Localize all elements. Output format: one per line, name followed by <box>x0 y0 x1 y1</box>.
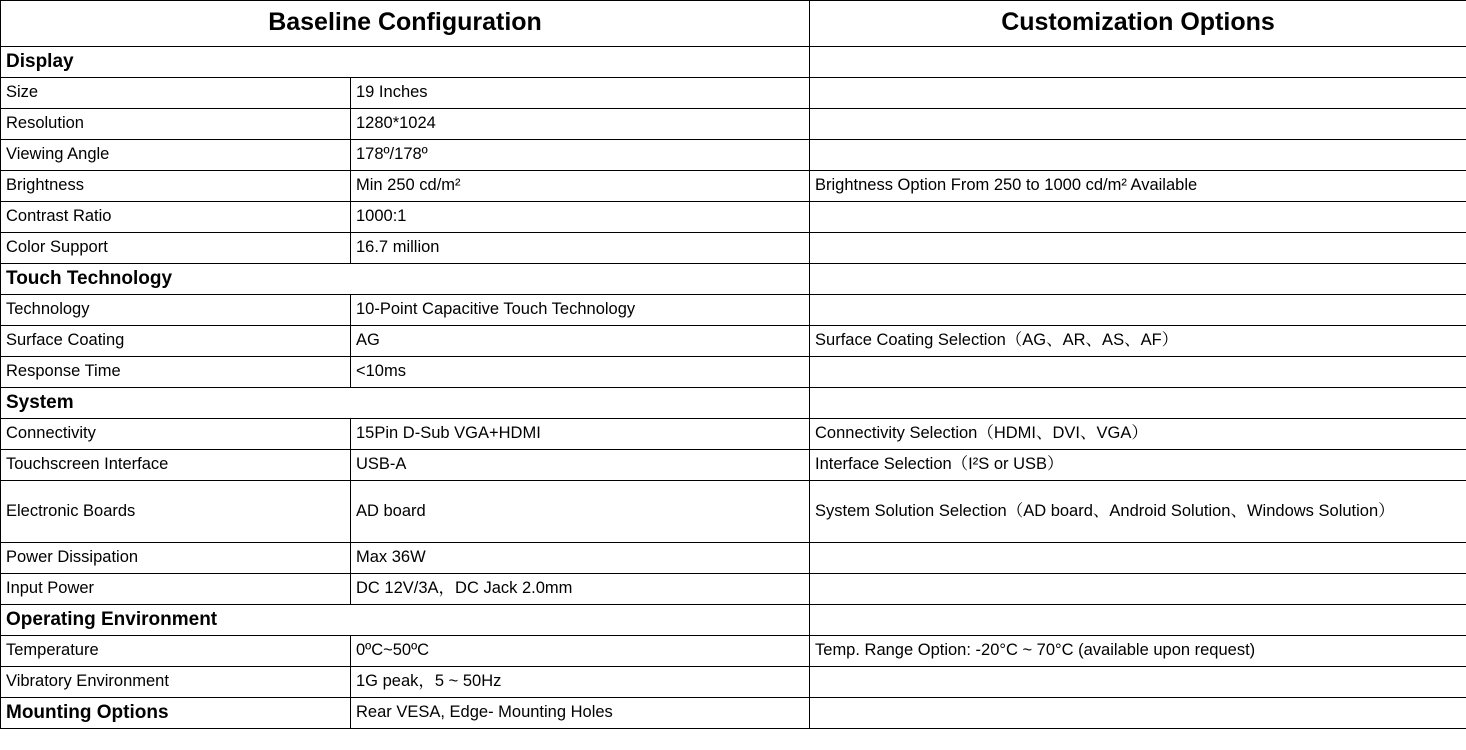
spec-value-mounting-options: Rear VESA, Edge- Mounting Holes <box>351 698 810 729</box>
spec-option-electronic-boards: System Solution Selection（AD board、Android Solution、Windows Solution） <box>810 481 1466 543</box>
table-row <box>1 543 1466 574</box>
section-title-system: System <box>1 388 810 419</box>
table-row <box>1 326 1466 357</box>
spec-option-mounting-options <box>810 698 1466 729</box>
table-row <box>1 450 1466 481</box>
spec-option-viewing-angle <box>810 140 1466 171</box>
spec-label-brightness: Brightness <box>1 171 351 202</box>
spec-value-touchscreen-interface: USB-A <box>351 450 810 481</box>
spec-label-technology: Technology <box>1 295 351 326</box>
table-row <box>1 481 1466 543</box>
spec-option-response-time <box>810 357 1466 388</box>
section-options-blank <box>810 47 1466 78</box>
spec-value-size: 19 Inches <box>351 78 810 109</box>
spec-label-temperature: Temperature <box>1 636 351 667</box>
spec-value-technology: 10-Point Capacitive Touch Technology <box>351 295 810 326</box>
spec-value-input-power: DC 12V/3A，DC Jack 2.0mm <box>351 574 810 605</box>
spec-option-temperature: Temp. Range Option: -20°C ~ 70°C (available upon request) <box>810 636 1466 667</box>
spec-option-input-power <box>810 574 1466 605</box>
spec-value-color-support: 16.7 million <box>351 233 810 264</box>
specification-table-body <box>1 47 1466 729</box>
spec-option-contrast-ratio <box>810 202 1466 233</box>
spec-option-surface-coating: Surface Coating Selection（AG、AR、AS、AF） <box>810 326 1466 357</box>
table-row <box>1 233 1466 264</box>
table-row <box>1 140 1466 171</box>
section-options-blank <box>810 388 1466 419</box>
spec-label-contrast-ratio: Contrast Ratio <box>1 202 351 233</box>
table-row <box>1 78 1466 109</box>
spec-value-temperature: 0ºC~50ºC <box>351 636 810 667</box>
spec-label-mounting-options: Mounting Options <box>1 698 351 729</box>
spec-value-viewing-angle: 178º/178º <box>351 140 810 171</box>
section-options-blank <box>810 264 1466 295</box>
spec-option-vibratory-environment <box>810 667 1466 698</box>
section-options-blank <box>810 605 1466 636</box>
spec-label-touchscreen-interface: Touchscreen Interface <box>1 450 351 481</box>
spec-option-size <box>810 78 1466 109</box>
spec-option-connectivity: Connectivity Selection（HDMI、DVI、VGA） <box>810 419 1466 450</box>
spec-label-surface-coating: Surface Coating <box>1 326 351 357</box>
section-title-display: Display <box>1 47 810 78</box>
spec-option-brightness: Brightness Option From 250 to 1000 cd/m² Available <box>810 171 1466 202</box>
spec-option-resolution <box>810 109 1466 140</box>
spec-label-viewing-angle: Viewing Angle <box>1 140 351 171</box>
table-row-mounting-options <box>1 698 1466 729</box>
spec-option-technology <box>810 295 1466 326</box>
section-row-touch-technology <box>1 264 1466 295</box>
spec-value-power-dissipation: Max 36W <box>351 543 810 574</box>
spec-label-connectivity: Connectivity <box>1 419 351 450</box>
spec-value-surface-coating: AG <box>351 326 810 357</box>
spec-value-response-time: <10ms <box>351 357 810 388</box>
section-title-operating-environment: Operating Environment <box>1 605 810 636</box>
spec-value-electronic-boards: AD board <box>351 481 810 543</box>
spec-label-input-power: Input Power <box>1 574 351 605</box>
table-row <box>1 202 1466 233</box>
spec-option-color-support <box>810 233 1466 264</box>
spec-value-connectivity: 15Pin D-Sub VGA+HDMI <box>351 419 810 450</box>
spec-value-resolution: 1280*1024 <box>351 109 810 140</box>
table-row <box>1 109 1466 140</box>
table-row <box>1 574 1466 605</box>
table-row <box>1 295 1466 326</box>
spec-label-color-support: Color Support <box>1 233 351 264</box>
header-baseline-configuration: Baseline Configuration <box>1 1 810 47</box>
spec-label-resolution: Resolution <box>1 109 351 140</box>
spec-value-vibratory-environment: 1G peak，5 ~ 50Hz <box>351 667 810 698</box>
table-row <box>1 636 1466 667</box>
spec-label-response-time: Response Time <box>1 357 351 388</box>
spec-label-electronic-boards: Electronic Boards <box>1 481 351 543</box>
table-row <box>1 171 1466 202</box>
spec-label-power-dissipation: Power Dissipation <box>1 543 351 574</box>
section-row-system <box>1 388 1466 419</box>
table-header-row <box>1 1 1466 47</box>
section-row-display <box>1 47 1466 78</box>
spec-option-power-dissipation <box>810 543 1466 574</box>
header-customization-options: Customization Options <box>810 1 1466 47</box>
spec-option-touchscreen-interface: Interface Selection（I²S or USB） <box>810 450 1466 481</box>
section-title-touch-technology: Touch Technology <box>1 264 810 295</box>
spec-label-vibratory-environment: Vibratory Environment <box>1 667 351 698</box>
table-row <box>1 357 1466 388</box>
spec-value-contrast-ratio: 1000:1 <box>351 202 810 233</box>
spec-label-size: Size <box>1 78 351 109</box>
spec-value-brightness: Min 250 cd/m² <box>351 171 810 202</box>
table-row <box>1 667 1466 698</box>
section-row-operating-environment <box>1 605 1466 636</box>
table-row <box>1 419 1466 450</box>
